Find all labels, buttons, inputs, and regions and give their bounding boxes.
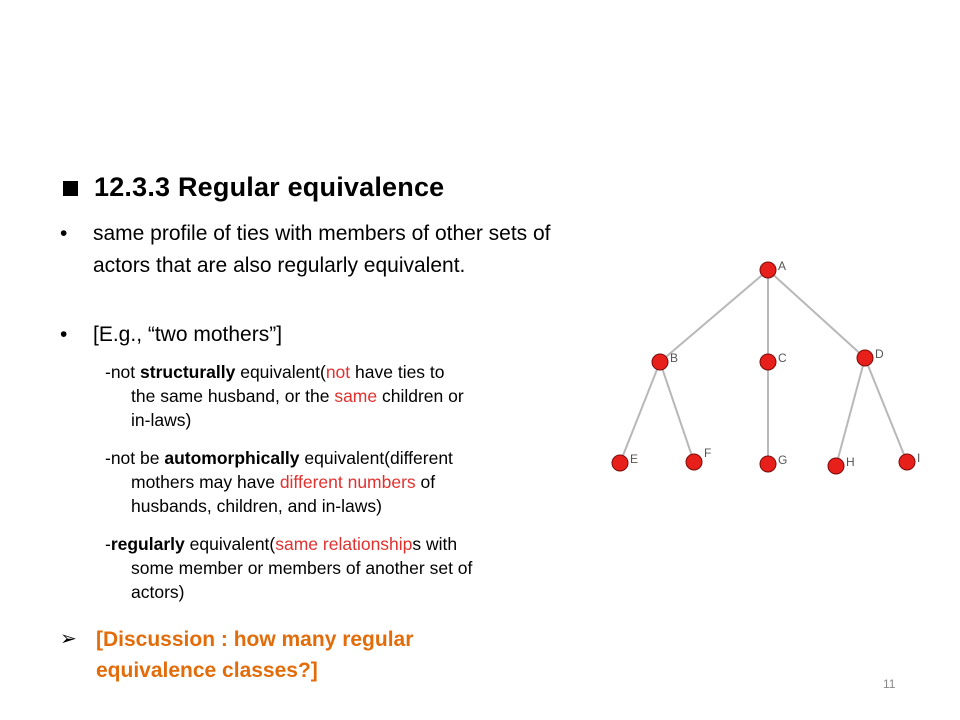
edge-B-F [660, 362, 694, 462]
sub-line: -not be automorphically equivalent(different [105, 448, 453, 468]
node-label-C: C [778, 351, 787, 365]
node-circle-I [899, 454, 915, 470]
node-H [828, 455, 855, 474]
node-label-F: F [704, 446, 712, 460]
sub-line: actors) [131, 582, 185, 602]
edge-B-E [620, 362, 660, 463]
node-B [652, 351, 678, 370]
node-circle-B [652, 354, 668, 370]
node-circle-A [760, 262, 776, 278]
node-label-I: I [917, 451, 921, 465]
node-circle-H [828, 458, 844, 474]
node-label-G: G [778, 453, 788, 467]
heading-text: 12.3.3 Regular equivalence [94, 172, 445, 202]
edge-D-H [836, 358, 865, 466]
node-C [760, 351, 787, 370]
node-label-D: D [875, 347, 884, 361]
node-label-A: A [778, 259, 787, 273]
node-circle-G [760, 456, 776, 472]
family-tree-diagram [600, 250, 935, 485]
sub-line: mothers may have different numbers of [131, 472, 436, 492]
node-label-H: H [846, 455, 855, 469]
node-G [760, 453, 787, 472]
edge-A-D [768, 270, 865, 358]
sub-point-regular [105, 532, 595, 604]
node-circle-D [857, 350, 873, 366]
sub-line: -not structurally equivalent(not have ties to [105, 362, 445, 382]
sub-line: in-laws) [131, 410, 192, 430]
bullet-example-text: [E.g., “two mothers”] [93, 323, 283, 346]
sub-line: -regularly equivalent(same relationships with [105, 534, 458, 554]
node-I [899, 451, 920, 470]
edge-A-B [660, 270, 768, 362]
diagram-nodes [612, 259, 920, 474]
sub-line: the same husband, or the same children or [131, 386, 464, 406]
node-E [612, 452, 638, 471]
node-circle-F [686, 454, 702, 470]
node-label-B: B [670, 351, 679, 365]
discussion-text: [Discussion : how many regular equivalence classes?] [96, 628, 414, 682]
sub-line: some member or members of another set of [131, 558, 473, 578]
sub-line: husbands, children, and in-laws) [131, 496, 382, 516]
bullet-dot-icon: • [60, 323, 68, 346]
bullet-definition-text: same profile of ties with members of other sets of actors that are also regularly equivalent. [93, 222, 551, 277]
page-number: 11 [883, 677, 896, 691]
square-bullet-icon [63, 181, 78, 196]
node-label-E: E [630, 452, 639, 466]
node-circle-E [612, 455, 628, 471]
node-circle-C [760, 354, 776, 370]
edge-D-I [865, 358, 907, 462]
node-D [857, 347, 884, 366]
node-A [760, 259, 786, 278]
bullet-example [60, 319, 600, 351]
slide-heading [63, 172, 444, 203]
sub-point-structural [105, 360, 595, 432]
arrow-bullet-icon: ➢ [60, 628, 77, 650]
bullet-definition [60, 218, 600, 314]
bullet-dot-icon: • [60, 222, 68, 245]
sub-point-automorphic [105, 446, 595, 518]
